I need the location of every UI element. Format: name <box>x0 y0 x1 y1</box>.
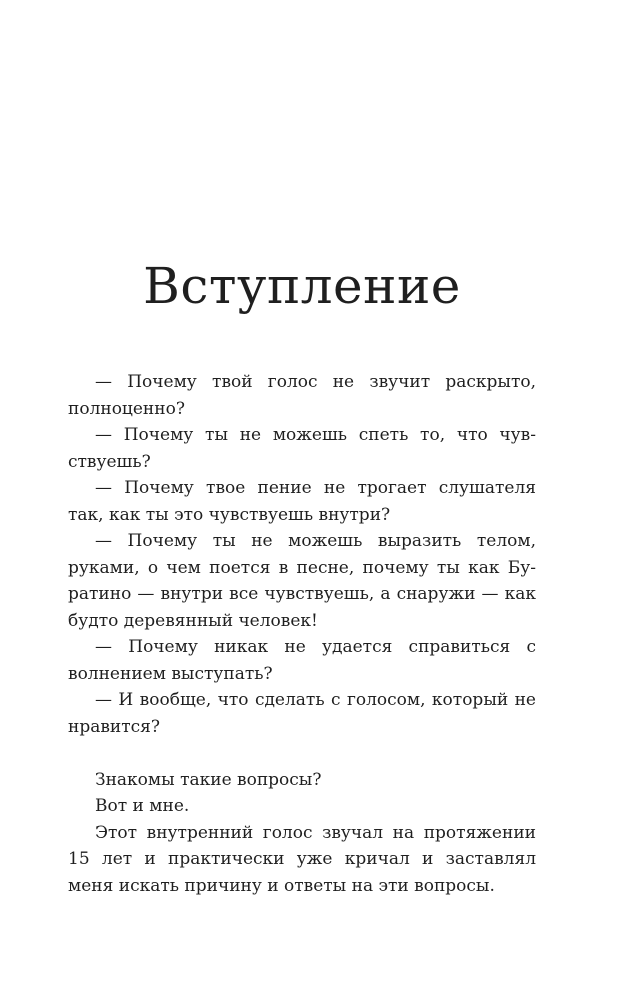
paragraph: — Почему никак не удается справиться с волнением выступать? <box>68 637 536 684</box>
chapter-body <box>68 369 536 899</box>
paragraph: Этот внутренний голос звучал на протяжении 15 лет и практически уже кричал и заставлял меня искать причину и ответы на эти вопросы. <box>68 822 536 896</box>
paragraph: — И вообще, что сделать с голосом, который не нравится? <box>68 690 536 737</box>
chapter-title: Вступление <box>143 257 461 315</box>
paragraph: — Почему твой голос не звучит раскрыто, полноценно? <box>68 372 536 419</box>
paragraph: — Почему ты не можешь спеть то, что чувствуешь? <box>68 425 536 472</box>
paragraph: Знакомы такие вопросы? <box>95 769 322 790</box>
paragraph: — Почему твое пение не трогает слушателя так, как ты это чувствуешь внутри? <box>68 478 536 525</box>
paragraph: — Почему ты не можешь выразить телом, руками, о чем поется в песне, почему ты как Буратино — внутри все чувствуешь, а снаружи — как будто деревянный человек! <box>68 531 536 631</box>
paragraph-gap <box>68 740 536 767</box>
paragraph: Вот и мне. <box>95 796 190 816</box>
